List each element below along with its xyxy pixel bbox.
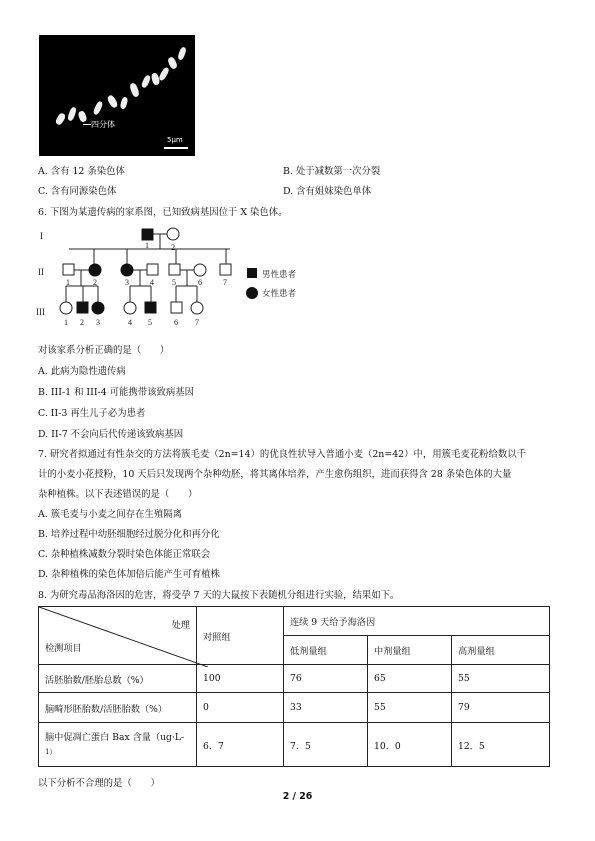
row-label: 脑畸形胚胎数/活胚胎数（%） — [39, 693, 197, 723]
q5-option-a: A. 含有 12 条染色体 — [38, 166, 125, 177]
scale-label: 5μm — [167, 136, 183, 144]
legend-female-symbol — [246, 287, 258, 299]
num-I-2: 2 — [171, 243, 175, 252]
legend-male-label: 男性患者 — [262, 269, 297, 279]
num-II-3: 3 — [125, 278, 129, 287]
cell: 65 — [368, 665, 452, 693]
chromosome — [177, 46, 187, 60]
table-corner-cell — [39, 607, 197, 665]
corner-bottom-label: 检测项目 — [45, 643, 82, 654]
individual-III-4 — [124, 302, 136, 314]
corner-diagonal — [39, 607, 208, 667]
gen-label-3: III — [36, 307, 45, 317]
num-III-5: 5 — [148, 318, 152, 327]
subgroup-low: 低剂量组 — [284, 636, 368, 665]
num-II-7: 7 — [223, 278, 227, 287]
cell: 79 — [452, 693, 550, 723]
individual-I-1 — [142, 229, 153, 240]
q7-stem-line2: 计的小麦小花授粉，10 天后只发现两个杂种幼胚，将其离体培养，产生愈伤组织，进而获得含 28 条染色体的大量 — [38, 469, 512, 480]
cell: 6．7 — [197, 723, 284, 767]
chromosome — [120, 96, 129, 109]
q6-option-d: D. II-7 不会向后代传递该致病基因 — [38, 429, 184, 440]
num-III-7: 7 — [195, 318, 199, 327]
num-II-5: 5 — [172, 278, 176, 287]
row-label — [39, 723, 197, 767]
individual-II-3 — [121, 264, 133, 276]
individual-II-4 — [147, 264, 158, 275]
cell: 55 — [368, 693, 452, 723]
legend-female-label: 女性患者 — [262, 288, 297, 298]
q5-option-b: B. 处于减数第一次分裂 — [283, 166, 381, 177]
cell: 55 — [452, 665, 550, 693]
row-label-line2: 1） — [45, 747, 57, 756]
chromosome — [129, 82, 140, 98]
individual-II-7 — [220, 264, 231, 275]
q7-stem-line1: 7. 研究者拟通过有性杂交的方法将簇毛麦（2n=14）的优良性状导入普通小麦（2n=42）中，用簇毛麦花粉给数以千 — [38, 449, 527, 460]
q7-option-a: A. 簇毛麦与小麦之间存在生殖隔离 — [38, 509, 182, 520]
subgroup-high: 高剂量组 — [452, 636, 550, 665]
cell: 100 — [197, 665, 284, 693]
num-III-6: 6 — [174, 318, 178, 327]
individual-II-6 — [194, 264, 206, 276]
individual-III-2 — [77, 302, 88, 313]
chromosome — [92, 100, 103, 115]
individual-I-2 — [167, 228, 179, 240]
table-row — [39, 693, 550, 723]
tetrad-label: 四分体 — [91, 120, 115, 129]
num-III-4: 4 — [128, 318, 132, 327]
q7-option-c: C. 杂种植株减数分裂时染色体能正常联会 — [38, 549, 211, 560]
pedigree-chart — [30, 220, 350, 340]
individual-II-2 — [89, 264, 101, 276]
individual-III-7 — [191, 302, 203, 314]
cell: 0 — [197, 693, 284, 723]
q5-option-c: C. 含有同源染色体 — [38, 186, 117, 197]
num-III-2: 2 — [80, 318, 84, 327]
q6-prompt: 对该家系分析正确的是（ ） — [38, 345, 170, 356]
cell: 33 — [284, 693, 368, 723]
chromosome — [67, 106, 77, 121]
num-II-6: 6 — [198, 278, 202, 287]
cell: 10．0 — [368, 723, 452, 767]
num-III-1: 1 — [64, 318, 68, 327]
num-I-1: 1 — [145, 241, 149, 250]
num-II-4: 4 — [150, 278, 154, 287]
q6-option-a: A. 此病为隐性遗传病 — [38, 366, 126, 377]
treatment-header: 连续 9 天给予海洛因 — [284, 607, 550, 636]
q7-option-b: B. 培养过程中幼胚细胞经过脱分化和再分化 — [38, 529, 220, 540]
chromosome — [158, 66, 170, 81]
q5-option-d: D. 含有姐妹染色单体 — [283, 186, 372, 197]
cell: 76 — [284, 665, 368, 693]
corner-top-label: 处理 — [171, 620, 190, 631]
chromosome — [77, 110, 87, 123]
num-II-2: 2 — [93, 278, 97, 287]
q6-option-b: B. III-1 和 III-4 可能携带该致病基因 — [38, 387, 195, 398]
micrograph-figure — [39, 35, 195, 156]
individual-III-3 — [92, 302, 104, 314]
page-number: 2 / 26 — [282, 791, 313, 802]
legend-male-symbol — [247, 268, 257, 278]
q8-stem: 8. 为研究毒品海洛因的危害，将受孕 7 天的大鼠按下表随机分组进行实验，结果如下。 — [38, 590, 400, 601]
num-II-1: 1 — [66, 278, 70, 287]
q6-option-c: C. II-3 再生儿子必为患者 — [38, 408, 146, 419]
q8-prompt: 以下分析不合理的是（ ） — [38, 778, 160, 789]
row-label: 活胚胎数/胚胎总数（%） — [39, 665, 197, 693]
q7-stem-line3: 杂种植株。以下表述错误的是（ ） — [38, 489, 198, 500]
subgroup-mid: 中剂量组 — [368, 636, 452, 665]
row-label-line1: 脑中促凋亡蛋白 Bax 含量（ug·L- — [45, 731, 185, 743]
q6-stem: 6. 下图为某遗传病的家系图，已知致病基因位于 X 染色体。 — [38, 207, 288, 218]
gen-label-2: II — [38, 267, 44, 277]
cell: 7．5 — [284, 723, 368, 767]
individual-II-1 — [63, 264, 74, 275]
chromosome — [106, 94, 119, 109]
table-row — [39, 723, 550, 767]
individual-III-1 — [60, 302, 72, 314]
gen-label-1: I — [40, 231, 43, 241]
q7-option-d: D. 杂种植株的染色体加倍后能产生可育植株 — [38, 569, 220, 580]
chromosome — [141, 74, 152, 88]
label-pointer — [83, 124, 91, 125]
individual-III-6 — [171, 302, 182, 313]
individual-III-5 — [145, 302, 156, 313]
cell: 12．5 — [452, 723, 550, 767]
table-row — [39, 665, 550, 693]
individual-II-5 — [169, 264, 180, 275]
num-III-3: 3 — [96, 318, 100, 327]
scale-bar — [164, 147, 188, 149]
chromosome — [54, 112, 66, 126]
control-header: 对照组 — [197, 607, 284, 665]
results-table — [38, 606, 550, 767]
